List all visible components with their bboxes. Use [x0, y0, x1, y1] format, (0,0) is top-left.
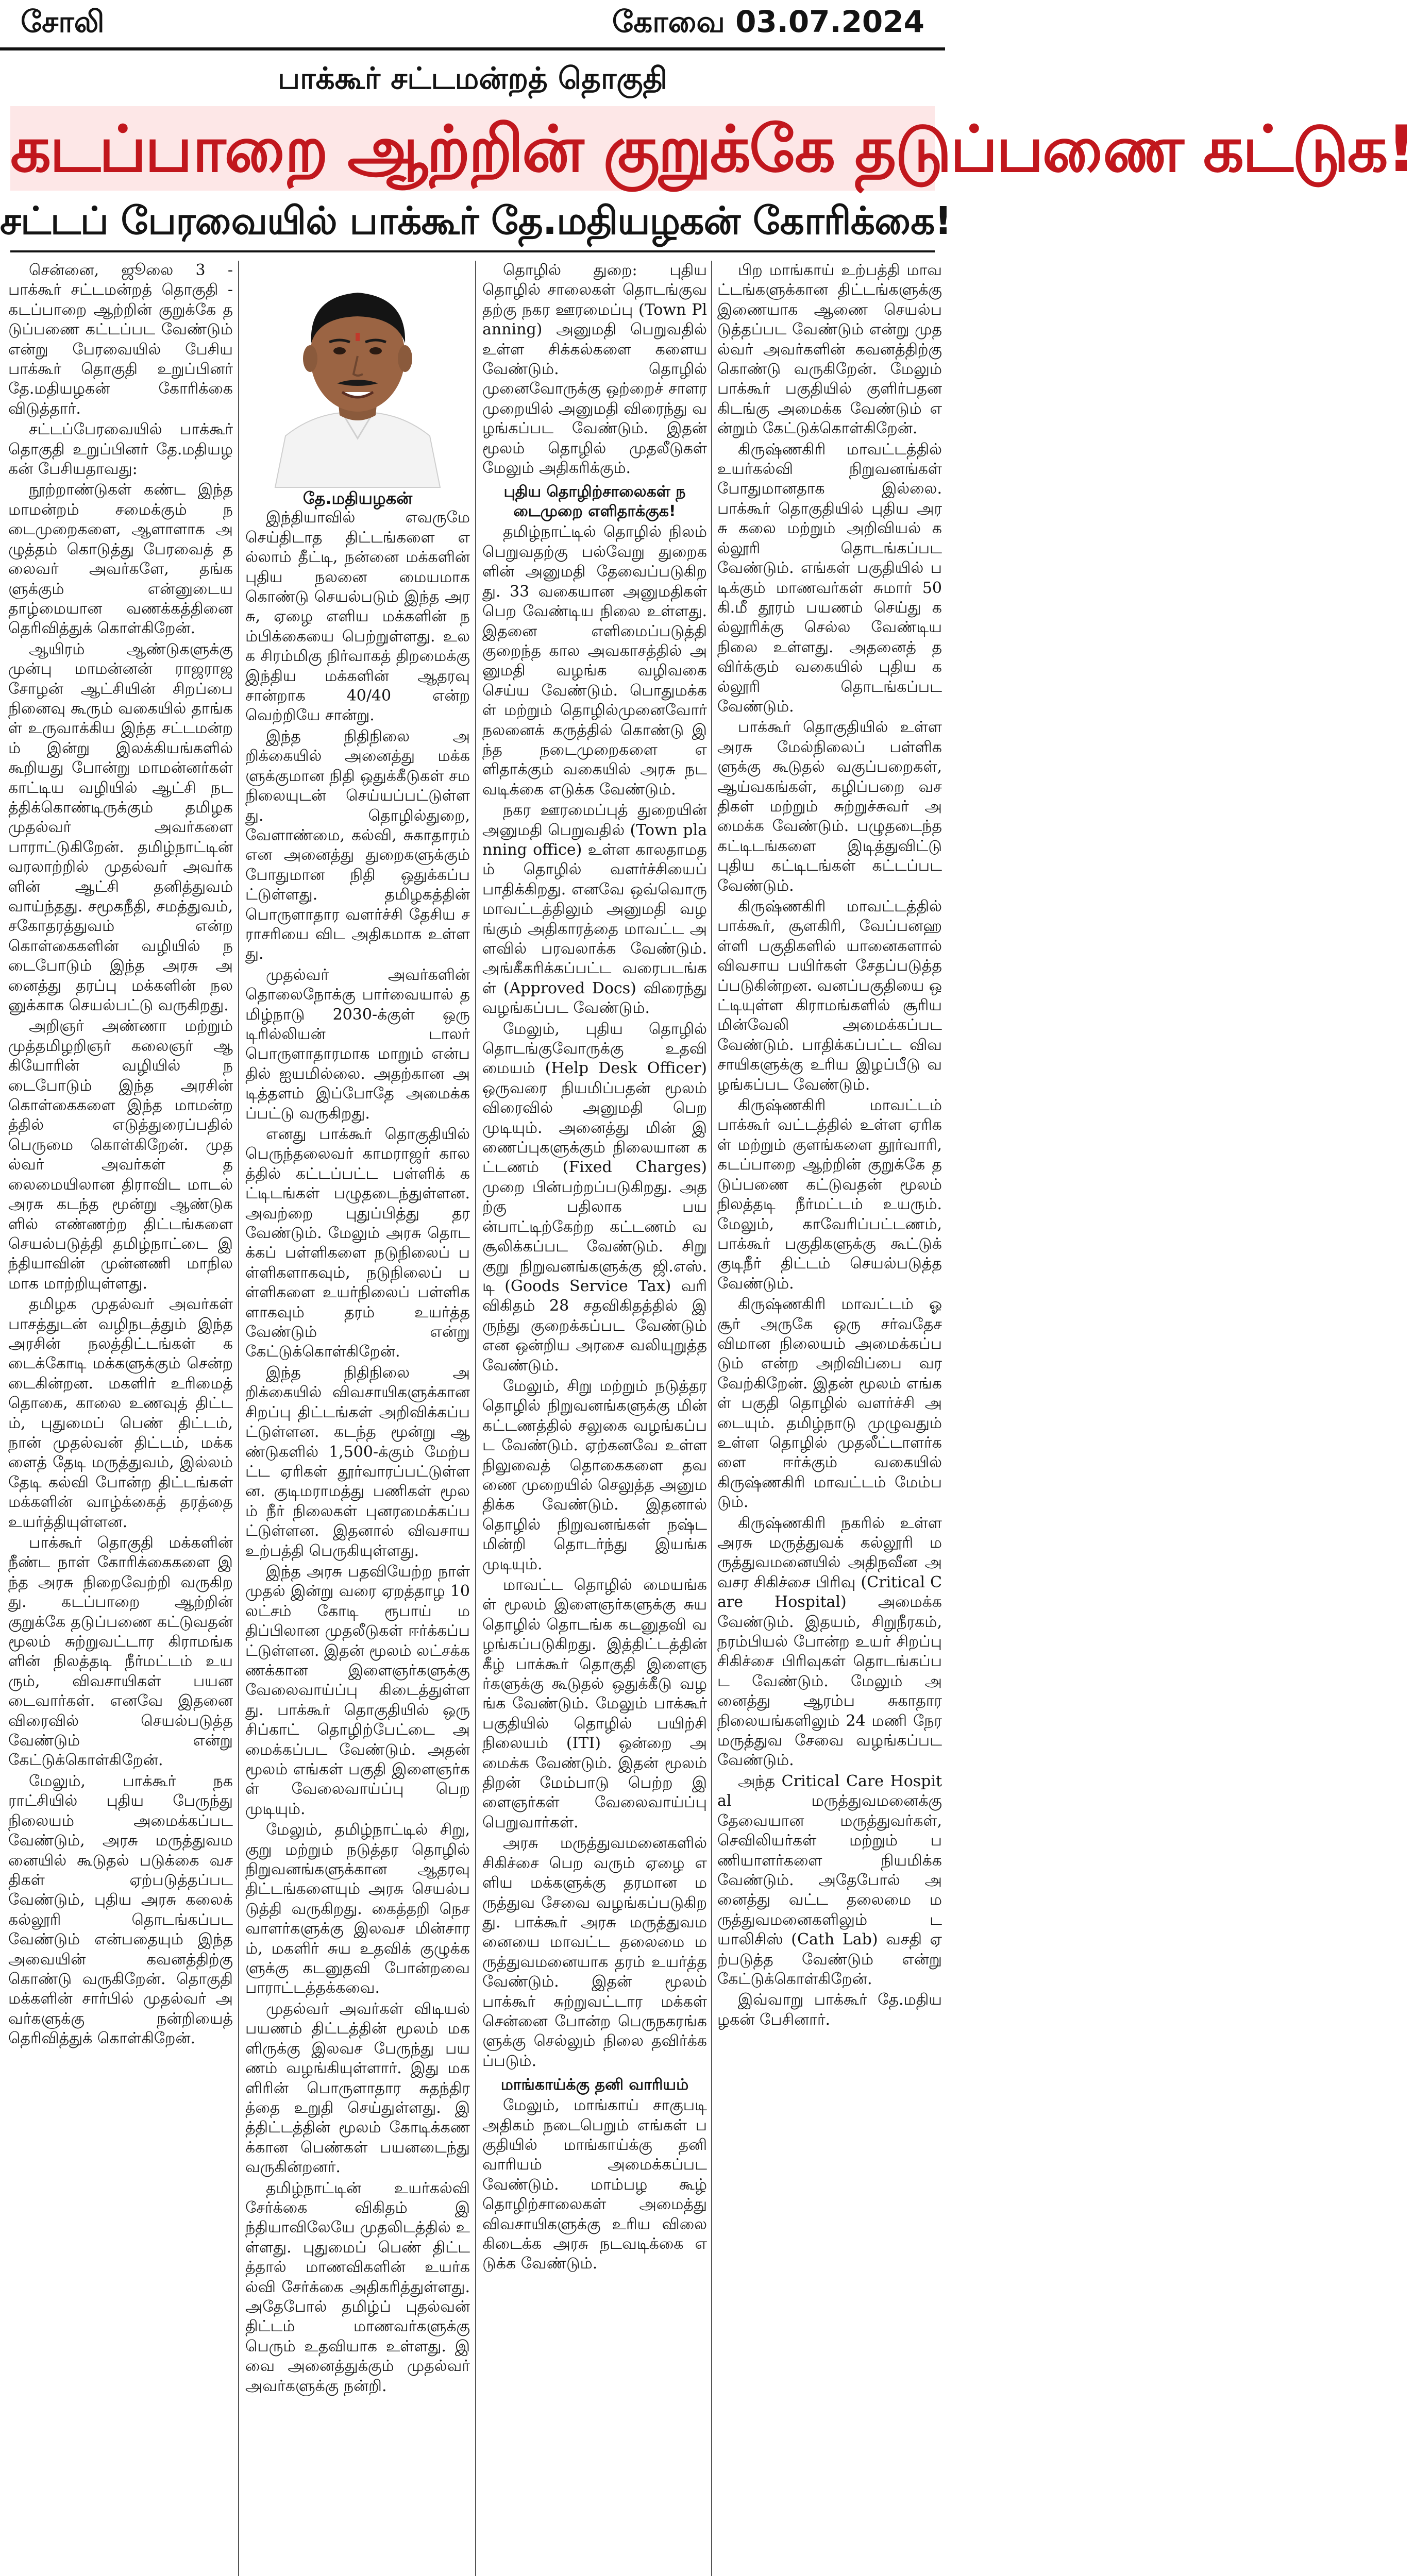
article-paragraph: சென்னை, ஜூலை 3 - பாக்கூர் சட்டமன்றத் தொகுதி - கடப்பாறை ஆற்றின் குறுக்கே தடுப்பணை கட்டப்பட வேண்டும் என்று பேரவையில் பேசிய பாக்கூர் தொகுதி உறுப்பினர் தே.மதியழகன் கோரிக்கை விடுத்தார்.	[8, 261, 233, 418]
article-paragraph: முதல்வர் அவர்களின் தொலைநோக்கு பார்வையால் தமிழ்நாடு 2030-க்குள் ஒரு டிரில்லியன் டாலர் பொருளாதாரமாக மாறும் என்பதில் ஐயமில்லை. அதற்கான அடித்தளம் இப்போதே அமைக்கப்பட்டு வருகிறது.	[245, 965, 470, 1123]
column-4	[717, 261, 942, 2576]
article-paragraph: கிருஷ்ணகிரி மாவட்டத்தில் உயர்கல்வி நிறுவனங்கள் போதுமானதாக இல்லை. பாக்கூர் தொகுதியில் புதிய அரசு கலை மற்றும் அறிவியல் கல்லூரி தொடங்கப்பட வேண்டும். எங்கள் பகுதியில் படிக்கும் மாணவர்கள் சுமார் 50 கி.மீ தூரம் பயணம் செய்து கல்லூரிக்கு செல்ல வேண்டிய நிலை உள்ளது. அதனைத் தவிர்க்கும் வகையில் புதிய கல்லூரி தொடங்கப்பட வேண்டும்.	[717, 440, 942, 716]
column-3	[482, 261, 707, 2576]
article-paragraph: மேலும், புதிய தொழில் தொடங்குவோருக்கு உதவி மையம் (Help Desk Officer) ஒருவரை நியமிப்பதன் மூலம் விரைவில் அனுமதி பெற முடியும். அனைத்து மின் இணைப்புகளுக்கும் நிலையான கட்டணம் (Fixed Charges) முறை பின்பற்றப்படுகிறது. அதற்கு பதிலாக பயன்பாட்டிற்கேற்ற கட்டணம் வசூலிக்கப்பட வேண்டும். சிறு குறு நிறுவனங்களுக்கு ஜி.எஸ்.டி (Goods Service Tax) வரி விகிதம் 28 சதவிகிதத்தில் இருந்து குறைக்கப்பட வேண்டும் என ஒன்றிய அரசை வலியுறுத்த வேண்டும்.	[482, 1020, 707, 1375]
article-paragraph: தமிழ்நாட்டின் உயர்கல்வி சேர்க்கை விகிதம் இந்தியாவிலேயே முதலிடத்தில் உள்ளது. புதுமைப் பெண் திட்டத்தால் மாணவிகளின் உயர்கல்வி சேர்க்கை அதிகரித்துள்ளது. அதேபோல் தமிழ்ப் புதல்வன் திட்டம் மாணவர்களுக்கு பெரும் உதவியாக உள்ளது. இவை அனைத்துக்கும் முதல்வர் அவர்களுக்கு நன்றி.	[245, 2179, 470, 2395]
column-divider	[711, 261, 712, 2576]
masthead-publication: சோலி	[21, 4, 105, 39]
article-paragraph: நூற்றாண்டுகள் கண்ட இந்த மாமன்றம் சமைக்கும் நடைமுறைகளை, ஆளாளாக அழுத்தம் கொடுத்து பேரவைத் தலைவர் அவர்களே, தங்களுக்கும் என்னுடைய தாழ்மையான வணக்கத்தினை தெரிவித்துக் கொள்கிறேன்.	[8, 481, 233, 638]
article-paragraph: மேலும், பாக்கூர் நகராட்சியில் புதிய பேருந்து நிலையம் அமைக்கப்பட வேண்டும், அரசு மருத்துவமனையில் கூடுதல் படுக்கை வசதிகள் ஏற்படுத்தப்பட வேண்டும், புதிய அரசு கலைக் கல்லூரி தொடங்கப்பட வேண்டும் என்பதையும் இந்த அவையின் கவனத்திற்கு கொண்டு வருகிறேன். தொகுதி மக்களின் சார்பில் முதல்வர் அவர்களுக்கு நன்றியைத் தெரிவித்துக் கொள்கிறேன்.	[8, 1772, 233, 2048]
article-paragraph: மேலும், தமிழ்நாட்டில் சிறு, குறு மற்றும் நடுத்தர தொழில் நிறுவனங்களுக்கான ஆதரவு திட்டங்களையும் அரசு செயல்படுத்தி வருகிறது. கைத்தறி நெசவாளர்களுக்கு இலவச மின்சாரம், மகளிர் சுய உதவிக் குழுக்களுக்கு கடனுதவி போன்றவை பாராட்டத்தக்கவை.	[245, 1821, 470, 1997]
article-paragraph: நகர ஊரமைப்புத் துறையின் அனுமதி பெறுவதில் (Town planning office) உள்ள காலதாமதம் தொழில் வளர்ச்சியைப் பாதிக்கிறது. எனவே ஒவ்வொரு மாவட்டத்திலும் அனுமதி வழங்கும் அதிகாரத்தை மாவட்ட அளவில் பரவலாக்க வேண்டும். அங்கீகரிக்கப்பட்ட வரைபடங்கள் (Approved Docs) விரைந்து வழங்கப்பட வேண்டும்.	[482, 801, 707, 1018]
section-heading: மாங்காய்க்கு தனி வாரியம்	[500, 2076, 689, 2094]
subhead: சட்டப் பேரவையில் பாக்கூர் தே.மதியழகன் கோரிக்கை!	[0, 199, 952, 243]
column-divider	[475, 261, 476, 2576]
article-paragraph: இந்த நிதிநிலை அறிக்கையில் விவசாயிகளுக்கான சிறப்பு திட்டங்கள் அறிவிக்கப்பட்டுள்ளன. கடந்த மூன்று ஆண்டுகளில் 1,500-க்கும் மேற்பட்ட ஏரிகள் தூர்வாரப்பட்டுள்ளன. குடிமராமத்து பணிகள் மூலம் நீர் நிலைகள் புனரமைக்கப்பட்டுள்ளன. இதனால் விவசாய உற்பத்தி பெருகியுள்ளது.	[245, 1363, 470, 1560]
article-paragraph: அறிஞர் அண்ணா மற்றும் முத்தமிழறிஞர் கலைஞர் ஆகியோரின் வழியில் நடைபோடும் இந்த அரசின் கொள்கைகளை இந்த மாமன்றத்தில் எடுத்துரைப்பதில் பெருமை கொள்கிறேன். முதல்வர் அவர்கள் தலைமையிலான திராவிட மாடல் அரசு கடந்த மூன்று ஆண்டுகளில் எண்ணற்ற திட்டங்களை செயல்படுத்தி தமிழ்நாட்டை இந்தியாவின் முன்னணி மாநிலமாக மாற்றியுள்ளது.	[8, 1017, 233, 1293]
article-paragraph: எனது பாக்கூர் தொகுதியில் பெருந்தலைவர் காமராஜர் காலத்தில் கட்டப்பட்ட பள்ளிக் கட்டிடங்கள் பழுதடைந்துள்ளன. அவற்றை புதுப்பித்து தர வேண்டும். மேலும் அரசு தொடக்கப் பள்ளிகளை நடுநிலைப் பள்ளிகளாகவும், நடுநிலைப் பள்ளிகளை உயர்நிலைப் பள்ளிகளாகவும் தரம் உயர்த்த வேண்டும் என்று கேட்டுக்கொள்கிறேன்.	[245, 1125, 470, 1361]
article-paragraph: இவ்வாறு பாக்கூர் தே.மதியழகன் பேசினார்.	[717, 1991, 942, 2029]
article-paragraph: மேலும், சிறு மற்றும் நடுத்தர தொழில் நிறுவனங்களுக்கு மின் கட்டணத்தில் சலுகை வழங்கப்பட வேண்டும். ஏற்கனவே உள்ள நிலுவைத் தொகைகளை தவணை முறையில் செலுத்த அனுமதிக்க வேண்டும். இதனால் தொழில் நிறுவனங்கள் நஷ்டமின்றி தொடர்ந்து இயங்க முடியும்.	[482, 1377, 707, 1573]
headline: கடப்பாறை ஆற்றின் குறுக்கே தடுப்பணை கட்டுக!	[10, 112, 1414, 187]
article-paragraph: அரசு மருத்துவமனைகளில் சிகிச்சை பெற வரும் ஏழை எளிய மக்களுக்கு தரமான மருத்துவ சேவை வழங்கப்படுகிறது. பாக்கூர் அரசு மருத்துவமனையை மாவட்ட தலைமை மருத்துவமனையாக தரம் உயர்த்த வேண்டும். இதன் மூலம் பாக்கூர் சுற்றுவட்டார மக்கள் சென்னை போன்ற பெருநகரங்களுக்கு செல்லும் நிலை தவிர்க்கப்படும்.	[482, 1834, 707, 2070]
photo-caption: தே.மதியழகன்	[302, 488, 413, 508]
article-paragraph: பாக்கூர் தொகுதியில் உள்ள அரசு மேல்நிலைப் பள்ளிகளுக்கு கூடுதல் வகுப்பறைகள், ஆய்வகங்கள், கழிப்பறை வசதிகள் மற்றும் சுற்றுச்சுவர் அமைக்க வேண்டும். பழுதடைந்த கட்டிடங்களை இடித்துவிட்டு புதிய கட்டிடங்கள் கட்டப்பட வேண்டும்.	[717, 718, 942, 895]
article-paragraph: இந்த நிதிநிலை அறிக்கையில் அனைத்து மக்களுக்குமான நிதி ஒதுக்கீடுகள் சமநிலையுடன் செய்யப்பட்டுள்ளது. தொழில்துறை, வேளாண்மை, கல்வி, சுகாதாரம் என அனைத்து துறைகளுக்கும் போதுமான நிதி ஒதுக்கப்பட்டுள்ளது. தமிழகத்தின் பொருளாதார வளர்ச்சி தேசிய சராசரியை விட அதிகமாக உள்ளது.	[245, 727, 470, 963]
portrait-photo	[245, 261, 470, 487]
headline-banner	[10, 106, 1414, 191]
header-rule	[10, 250, 935, 252]
article-paragraph: கிருஷ்ணகிரி மாவட்டத்தில் பாக்கூர், சூளகிரி, வேப்பனஹள்ளி பகுதிகளில் யானைகளால் விவசாய பயிர்கள் சேதப்படுத்தப்படுகின்றன. வனப்பகுதியை ஒட்டியுள்ள கிராமங்களில் சூரிய மின்வேலி அமைக்கப்பட வேண்டும். பாதிக்கப்பட்ட விவசாயிகளுக்கு உரிய இழப்பீடு வழங்கப்பட வேண்டும்.	[717, 897, 942, 1094]
article-paragraph: சட்டப்பேரவையில் பாக்கூர் தொகுதி உறுப்பினர் தே.மதியழகன் பேசியதாவது:	[8, 420, 233, 479]
article-paragraph: மாவட்ட தொழில் மையங்கள் மூலம் இளைஞர்களுக்கு சுயதொழில் தொடங்க கடனுதவி வழங்கப்படுகிறது. இத்திட்டத்தின் கீழ் பாக்கூர் தொகுதி இளைஞர்களுக்கு கூடுதல் ஒதுக்கீடு வழங்க வேண்டும். மேலும் பாக்கூர் பகுதியில் தொழில் பயிற்சி நிலையம் (ITI) ஒன்றை அமைக்க வேண்டும். இதன் மூலம் திறன் மேம்பாடு பெற்ற இளைஞர்கள் வேலைவாய்ப்பு பெறுவார்கள்.	[482, 1576, 707, 1832]
column-1	[8, 261, 233, 2576]
masthead-date: கோவை 03.07.2024	[612, 4, 924, 39]
kicker: பாக்கூர் சட்டமன்றத் தொகுதி	[278, 61, 667, 96]
article-paragraph: கிருஷ்ணகிரி மாவட்டம் பாக்கூர் வட்டத்தில் உள்ள ஏரிகள் மற்றும் குளங்களை தூர்வாரி, கடப்பாறை ஆற்றின் குறுக்கே தடுப்பணை கட்டுவதன் மூலம் நிலத்தடி நீர்மட்டம் உயரும். மேலும், காவேரிப்பட்டணம், பாக்கூர் பகுதிகளுக்கு கூட்டுக் குடிநீர் திட்டம் செயல்படுத்த வேண்டும்.	[717, 1096, 942, 1293]
section-heading: புதிய தொழிற்சாலைகள் நடைமுறை எளிதாக்குக!	[503, 483, 686, 521]
article-paragraph: அந்த Critical Care Hospital மருத்துவமனைக்கு தேவையான மருத்துவர்கள், செவிலியர்கள் மற்றும் பணியாளர்களை நியமிக்க வேண்டும். அதேபோல் அனைத்து வட்ட தலைமை மருத்துவமனைகளிலும் டயாலிசிஸ் (Cath Lab) வசதி ஏற்படுத்த வேண்டும் என்று கேட்டுக்கொள்கிறேன்.	[717, 1772, 942, 1988]
article-paragraph: முதல்வர் அவர்கள் விடியல் பயணம் திட்டத்தின் மூலம் மகளிருக்கு இலவச பேருந்து பயணம் வழங்கியுள்ளார். இது மகளிரின் பொருளாதார சுதந்திரத்தை உறுதி செய்துள்ளது. இத்திட்டத்தின் மூலம் கோடிக்கணக்கான பெண்கள் பயனடைந்து வருகின்றனர்.	[245, 1999, 470, 2177]
article-paragraph: கிருஷ்ணகிரி நகரில் உள்ள அரசு மருத்துவக் கல்லூரி மருத்துவமனையில் அதிநவீன அவசர சிகிச்சை பிரிவு (Critical Care Hospital) அமைக்க வேண்டும். இதயம், சிறுநீரகம், நரம்பியல் போன்ற உயர் சிறப்பு சிகிச்சை பிரிவுகள் தொடங்கப்பட வேண்டும். மேலும் அனைத்து ஆரம்ப சுகாதார நிலையங்களிலும் 24 மணி நேர மருத்துவ சேவை வழங்கப்பட வேண்டும்.	[717, 1514, 942, 1770]
article-paragraph: தமிழக முதல்வர் அவர்கள் பாசத்துடன் வழிநடத்தும் இந்த அரசின் நலத்திட்டங்கள் கடைக்கோடி மக்களுக்கும் சென்றடைகின்றன. மகளிர் உரிமைத் தொகை, காலை உணவுத் திட்டம், புதுமைப் பெண் திட்டம், நான் முதல்வன் திட்டம், மக்களைத் தேடி மருத்துவம், இல்லம் தேடி கல்வி போன்ற திட்டங்கள் மக்களின் வாழ்க்கைத் தரத்தை உயர்த்தியுள்ளன.	[8, 1295, 233, 1531]
article-paragraph: தொழில் துறை: புதிய தொழில் சாலைகள் தொடங்குவதற்கு நகர ஊரமைப்பு (Town Planning) அனுமதி பெறுவதில் உள்ள சிக்கல்களை களைய வேண்டும். தொழில் முனைவோருக்கு ஒற்றைச் சாளர முறையில் அனுமதி விரைந்து வழங்கப்பட வேண்டும். இதன் மூலம் தொழில் முதலீடுகள் மேலும் அதிகரிக்கும்.	[482, 261, 707, 478]
masthead	[0, 0, 945, 50]
article-paragraph: கிருஷ்ணகிரி மாவட்டம் ஓசூர் அருகே ஒரு சர்வதேச விமான நிலையம் அமைக்கப்படும் என்ற அறிவிப்பை வரவேற்கிறேன். இதன் மூலம் எங்கள் பகுதி தொழில் வளர்ச்சி அடையும். தமிழ்நாடு முழுவதும் உள்ள தொழில் முதலீட்டாளர்களை ஈர்க்கும் வகையில் கிருஷ்ணகிரி மாவட்டம் மேம்படும்.	[717, 1295, 942, 1512]
portrait-image	[265, 261, 450, 487]
article-paragraph: ஆயிரம் ஆண்டுகளுக்கு முன்பு மாமன்னன் ராஜராஜ சோழன் ஆட்சியின் சிறப்பை நினைவு கூரும் வகையில் தாங்கள் உருவாக்கிய இந்த சட்டமன்றம் இன்று இலக்கியங்களில் கூறியது போன்று மாமன்னர்கள் காட்டிய வழியில் ஆட்சி நடத்திக்கொண்டிருக்கும் தமிழக முதல்வர் அவர்களை பாராட்டுகிறேன். தமிழ்நாட்டின் வரலாற்றில் முதல்வர் அவர்களின் ஆட்சி தனித்துவம் வாய்ந்தது. சமூகநீதி, சமத்துவம், சகோதரத்துவம் என்ற கொள்கைகளின் வழியில் நடைபோடும் இந்த அரசு அனைத்து தரப்பு மக்களின் நலனுக்காக செயல்பட்டு வருகிறது.	[8, 640, 233, 1015]
column-2	[245, 261, 470, 2576]
article-paragraph: மேலும், மாங்காய் சாகுபடி அதிகம் நடைபெறும் எங்கள் பகுதியில் மாங்காய்க்கு தனி வாரியம் அமைக்கப்பட வேண்டும். மாம்பழ கூழ் தொழிற்சாலைகள் அமைத்து விவசாயிகளுக்கு உரிய விலை கிடைக்க அரசு நடவடிக்கை எடுக்க வேண்டும்.	[482, 2096, 707, 2273]
article-paragraph: இந்தியாவில் எவருமே செய்திடாத திட்டங்களை எல்லாம் தீட்டி, நன்னை மக்களின் புதிய நலனை மையமாக கொண்டு செயல்படும் இந்த அரசு, ஏழை எளிய மக்களின் நம்பிக்கையை பெற்றுள்ளது. உலக சிரம்மிகு நிர்வாகத் திறமைக்கு இந்திய மக்களின் ஆதரவு சான்றாக 40/40 என்ற வெற்றியே சான்று.	[245, 509, 470, 725]
article-paragraph: பாக்கூர் தொகுதி மக்களின் நீண்ட நாள் கோரிக்கைகளை இந்த அரசு நிறைவேற்றி வருகிறது. கடப்பாறை ஆற்றின் குறுக்கே தடுப்பணை கட்டுவதன் மூலம் சுற்றுவட்டார கிராமங்களின் நிலத்தடி நீர்மட்டம் உயரும், விவசாயிகள் பயனடைவார்கள். எனவே இதனை விரைவில் செயல்படுத்த வேண்டும் என்று கேட்டுக்கொள்கிறேன்.	[8, 1534, 233, 1770]
column-divider	[238, 261, 239, 2576]
article-paragraph: பிற மாங்காய் உற்பத்தி மாவட்டங்களுக்கான திட்டங்களுக்கு இணையாக ஆணை செயல்படுத்தப்பட வேண்டும் என்று முதல்வர் அவர்களின் கவனத்திற்கு கொண்டு வருகிறேன். மேலும் பாக்கூர் பகுதியில் குளிர்பதன கிடங்கு அமைக்க வேண்டும் என்றும் கேட்டுக்கொள்கிறேன்.	[717, 261, 942, 438]
article-paragraph: தமிழ்நாட்டில் தொழில் நிலம் பெறுவதற்கு பல்வேறு துறைகளின் அனுமதி தேவைப்படுகிறது. 33 வகையான அனுமதிகள் பெற வேண்டிய நிலை உள்ளது. இதனை எளிமைப்படுத்தி குறைந்த கால அவகாசத்தில் அனுமதி வழங்க வழிவகை செய்ய வேண்டும். பொதுமக்கள் மற்றும் தொழில்முனைவோர் நலனைக் கருத்தில் கொண்டு இந்த நடைமுறைகளை எளிதாக்கும் வகையில் அரசு நடவடிக்கை எடுக்க வேண்டும்.	[482, 523, 707, 799]
article-paragraph: இந்த அரசு பதவியேற்ற நாள் முதல் இன்று வரை ஏறத்தாழ 10 லட்சம் கோடி ரூபாய் மதிப்பிலான முதலீடுகள் ஈர்க்கப்பட்டுள்ளன. இதன் மூலம் லட்சக்கணக்கான இளைஞர்களுக்கு வேலைவாய்ப்பு கிடைத்துள்ளது. பாக்கூர் தொகுதியில் ஒரு சிப்காட் தொழிற்பேட்டை அமைக்கப்பட வேண்டும். அதன் மூலம் எங்கள் பகுதி இளைஞர்கள் வேலைவாய்ப்பு பெற முடியும்.	[245, 1562, 470, 1818]
